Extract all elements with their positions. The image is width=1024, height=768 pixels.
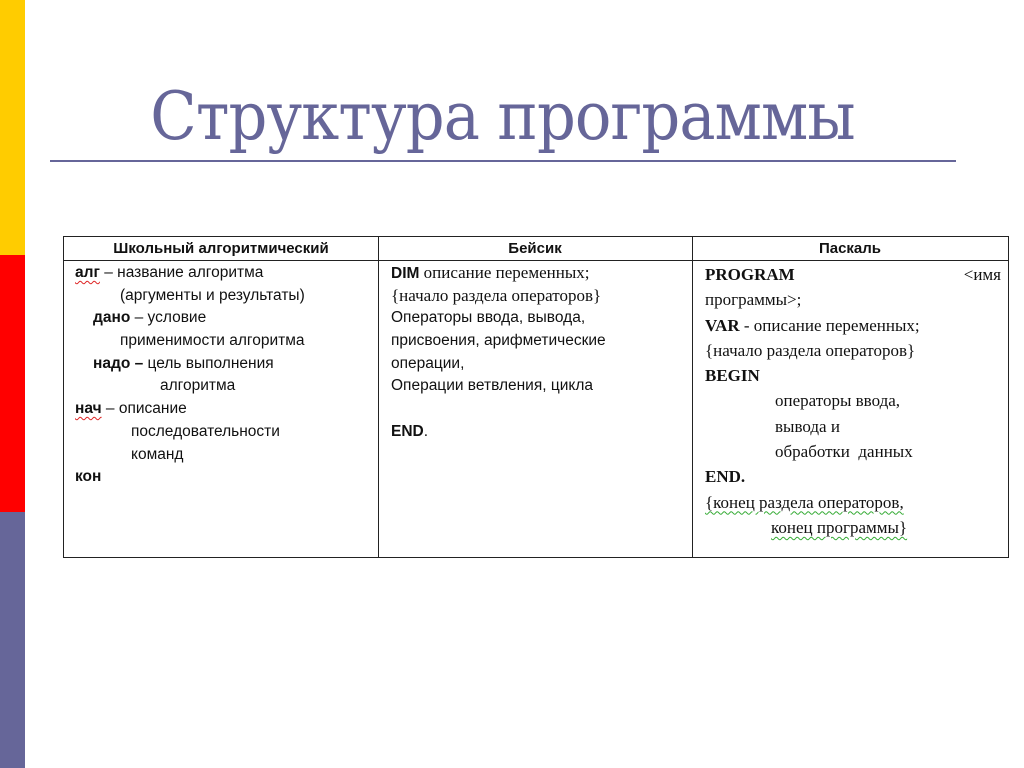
list-item: [705, 464, 1001, 489]
list-item: вывода и: [775, 416, 840, 436]
keyword-begin: BEGIN: [705, 366, 760, 386]
list-item: {конец раздела операторов,: [705, 492, 904, 512]
cell-school-algorithmic: [75, 262, 375, 489]
list-item: Операции ветвления, цикла: [391, 377, 593, 395]
title-underline: [50, 160, 956, 162]
list-item: операторы ввода,: [775, 391, 901, 411]
list-item: алгоритма: [160, 377, 236, 395]
list-item: операции,: [391, 354, 465, 372]
decor-bar-yellow: [0, 0, 25, 255]
keyword-dano: дано: [93, 309, 131, 327]
list-item: надо – цель выполнения: [93, 354, 274, 372]
keyword-dim: DIM: [391, 265, 420, 282]
header-school-algorithmic: Школьный алгоритмический: [113, 240, 329, 257]
column-divider: [378, 237, 379, 557]
list-item: VAR - описание переменных;: [705, 315, 920, 335]
list-item: END.: [391, 422, 429, 440]
list-item: PROGRAM <имя: [705, 265, 1001, 284]
cell-pascal: [705, 262, 1001, 540]
slide-title: Структура программы: [150, 78, 855, 155]
spacer: [391, 398, 687, 421]
keyword-end: END: [391, 422, 424, 440]
keyword-nach: нач: [75, 400, 102, 418]
list-item: обработки данных: [775, 442, 913, 462]
list-item: последовательности: [131, 422, 280, 440]
list-item: {начало раздела операторов}: [391, 285, 602, 305]
decor-bar-red: [0, 255, 25, 512]
comparison-table: [63, 236, 1009, 558]
list-item: применимости алгоритма: [120, 332, 305, 350]
column-divider: [692, 237, 693, 557]
list-item: программы>;: [705, 290, 802, 310]
keyword-end: END.: [705, 467, 746, 487]
list-item: алг – название алгоритма: [75, 264, 264, 281]
list-item: присвоения, арифметические: [391, 332, 606, 350]
list-item: (аргументы и результаты): [120, 286, 305, 304]
list-item: [75, 466, 375, 489]
decor-bar-purple: [0, 512, 25, 768]
list-item: дано – условие: [93, 309, 207, 327]
header-basic: Бейсик: [508, 240, 562, 257]
keyword-program: PROGRAM: [705, 265, 795, 284]
keyword-alg: алг: [75, 264, 100, 281]
keyword-kon: кон: [75, 468, 102, 486]
list-item: DIM описание переменных;: [391, 263, 590, 282]
list-item: {начало раздела операторов}: [705, 340, 916, 360]
keyword-nado: надо –: [93, 354, 144, 372]
list-item: Операторы ввода, вывода,: [391, 309, 586, 327]
list-item: команд: [131, 445, 184, 463]
keyword-var: VAR: [705, 315, 740, 335]
list-item: конец программы}: [771, 517, 908, 537]
list-item: [705, 363, 1001, 388]
list-item: нач – описание: [75, 400, 187, 418]
header-pascal: Паскаль: [818, 240, 882, 257]
cell-basic: [391, 262, 687, 444]
